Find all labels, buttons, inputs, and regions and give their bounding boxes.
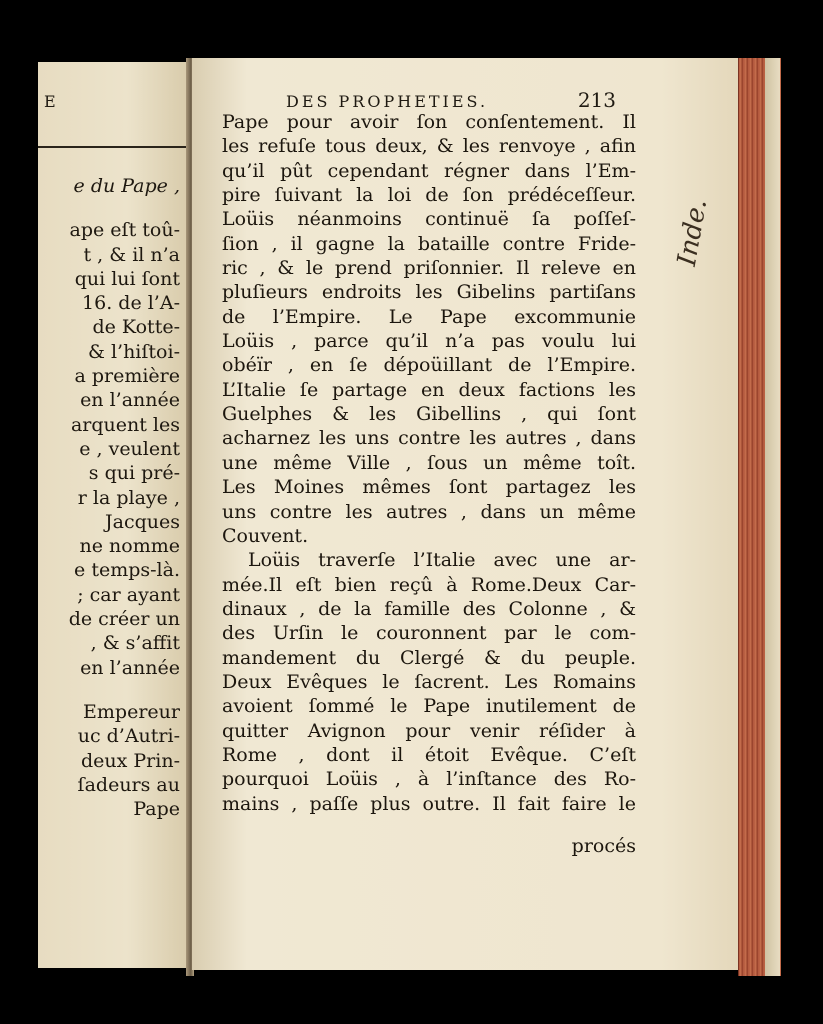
left-text-line: & l’hiſtoi- [88,340,180,363]
left-text-line: de Kotte- [92,316,180,339]
left-text-line: e temps-là. [74,559,180,582]
text-line: acharnez les uns contre les autres , dans [222,427,636,450]
left-text-line: ; car ayant [77,583,180,606]
left-text-line: ape eſt toû- [69,219,180,242]
left-text-line: arquent les [70,413,180,436]
page-number: 213 [577,88,616,112]
text-line: Loüis , parce qu’il n’a pas voulu lui [222,330,636,353]
catchword: procés [571,835,636,857]
left-text-line: 16. de l’A- [82,292,180,315]
text-line: pourquoi Loüis , à l’inſtance des Ro- [222,768,636,791]
text-line: Guelphes & les Gibellins , qui ſont [222,403,636,426]
text-line: mains , paſſe plus outre. Il fait faire le [222,792,636,815]
text-line: mandement du Clergé & du peuple. [222,646,636,669]
text-line: Pape pour avoir ſon conſentement. Il [222,111,636,133]
text-line: des Urſin le couronnent par le com- [222,622,636,645]
left-text-line: Empereur [83,700,180,723]
left-text-line: t , & il n’a [83,243,180,266]
text-line: avoient ſommé le Pape inutilement de [222,695,636,718]
left-text-line: s qui pré- [88,462,180,485]
left-text-line: Jacques [105,510,180,533]
left-text-line: qui lui ſont [74,267,180,290]
left-text-line: ne nomme [79,535,180,558]
text-line: pire ſuivant la loi de ſon prédéceſſeur. [222,184,636,207]
handwritten-margin-note: Inde. [672,196,714,269]
left-page [38,62,186,968]
left-page-text [69,174,180,821]
left-text-line: e , veulent [79,437,180,460]
page-header [286,88,616,112]
text-line: Rome , dont il étoit Evêque. C’eſt [222,743,636,766]
running-head: DES PROPHETIES. [286,92,489,111]
left-text-line: en l’année [80,389,180,412]
left-text-line: r la playe , [77,486,180,509]
text-line: pluſieurs endroits les Gibelins partiſans [222,281,636,304]
left-text-line: de créer un [68,608,180,631]
text-line: Loüis traverſe l’Italie avec une ar- [248,549,636,572]
left-text-line: deux Prin- [81,749,180,772]
text-line: mée.Il eſt bien reçû à Rome.Deux Car- [222,573,636,596]
left-text-line: , & s’affit [90,632,180,655]
left-header-rule [38,146,186,148]
left-running-head: E [44,92,58,111]
page-body-text [222,110,636,816]
text-line: ſion , il gagne la bataille contre Fride- [222,232,636,255]
text-line: quitter Avignon pour venir réſider à [222,719,636,742]
left-text-line [69,680,180,700]
text-line: obéïr , en ſe dépoüillant de l’Empire. [222,354,636,377]
text-line: uns contre les autres , dans un même [222,500,636,523]
text-line: qu’il pût cependant régner dans l’Em- [222,159,636,182]
text-line: Les Moines mêmes ſont partagez les [222,476,636,499]
text-line: ric , & le prend priſonnier. Il releve en [222,257,636,280]
text-line: de l’Empire. Le Pape excommunie [222,305,636,328]
text-line: Loüis néanmoins continuë ſa poſſeſ- [222,208,636,231]
text-line: L’Italie ſe partage en deux factions les [222,378,636,401]
left-text-line: e du Pape , [73,175,180,197]
left-text-line: en l’année [80,656,180,679]
left-text-line: Pape [133,798,180,821]
text-line: les refuſe tous deux, & les renvoye , afin [222,135,636,158]
left-text-line: uc d’Autri- [77,725,180,748]
left-text-line [69,198,180,218]
text-line: dinaux , de la famille des Colonne , & [222,597,636,620]
text-line: Deux Evêques le ſacrent. Les Romains [222,670,636,693]
text-line: Couvent. [222,524,309,547]
open-book [38,58,780,976]
right-page [192,58,744,970]
book-cover-edge [765,58,780,976]
left-text-line: a première [74,365,180,388]
text-line: une même Ville , ſous un même toît. [222,451,636,474]
left-text-line: ſadeurs au [77,773,180,796]
